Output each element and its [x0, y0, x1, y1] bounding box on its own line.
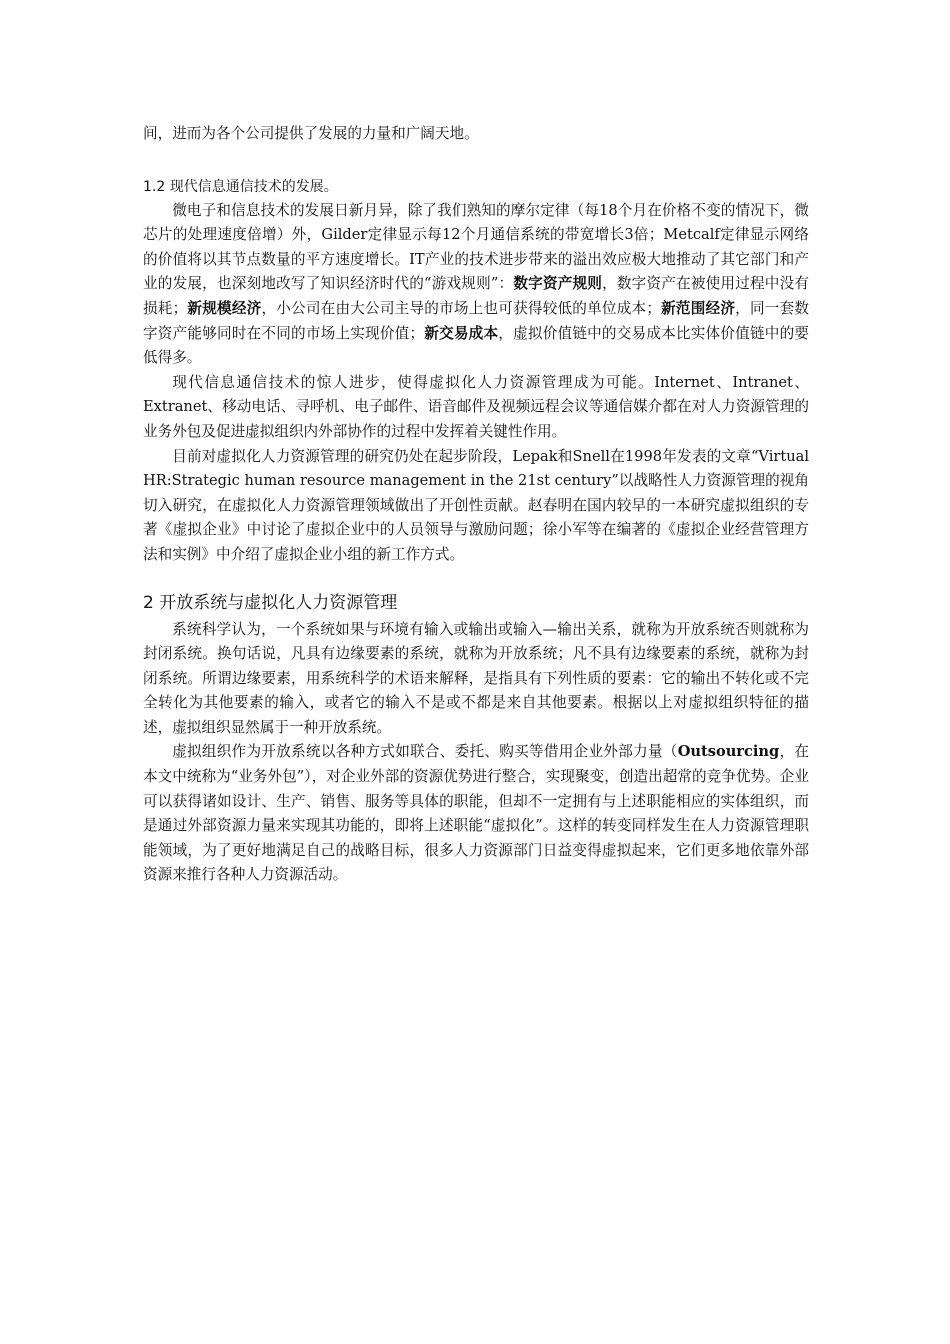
subsection-heading-1-2: 1.2 现代信息通信技术的发展。 [143, 178, 338, 195]
paragraph-text: 微电子和信息技术的发展日新月异，除了我们熟知的摩尔定律（每18个月在价格不变的情况下，微芯片的处理速度倍增）外，Gilder定律显示每12个月通信系统的带宽增长3倍；Metcalf定律显示网络的价值将以其节点数量的平方速度增长。IT产业的技术进步带来的溢出效应极大地推动了其它部门和产业的发展，也深刻地改写了知识经济时代的“游戏规则”： [143, 201, 809, 293]
paragraph-text: ，在本文中统称为“业务外包”），对企业外部的资源优势进行整合，实现聚变，创造出超常的竞争优势。企业可以获得诸如设计、生产、销售、服务等具体的职能，但却不一定拥有与上述职能相应的实体组织，而是通过外部资源力量来实现其功能的，即将上述职能“虚拟化”。这样的转变同样发生在人力资源管理职能领域，为了更好地满足自己的战略目标，很多人力资源部门日益变得虚拟起来，它们更多地依靠外部资源来推行各种人力资源活动。 [143, 743, 809, 884]
paragraph-tech-development [143, 199, 809, 371]
bold-term-outsourcing: Outsourcing [677, 743, 780, 761]
paragraph-continuation: 间，进而为各个公司提供了发展的力量和广阔天地。 [143, 125, 479, 142]
bold-term-new-transaction-cost: 新交易成本 [424, 324, 499, 342]
paragraph-ict-progress: 现代信息通信技术的惊人进步，使得虚拟化人力资源管理成为可能。Internet、Intranet、Extranet、移动电话、寻呼机、电子邮件、语音邮件及视频远程会议等通信媒介都在对人力资源管理的业务外包及促进虚拟组织内外部协作的过程中发挥着关键性作用。 [143, 373, 809, 440]
bold-term-digital-asset-rule: 数字资产规则 [513, 275, 603, 293]
paragraph-text: ，小公司在由大公司主导的市场上也可获得较低的单位成本； [261, 299, 661, 317]
bold-term-new-scale-economy: 新规模经济 [187, 299, 262, 317]
paragraph-research-status: 目前对虚拟化人力资源管理的研究仍处在起步阶段，Lepak和Snell在1998年发表的文章“Virtual HR:Strategic human resource management in the 21st century”以战略性人力资源管理的视角切入研究，在虚拟化人力资源管理领域做出了开创性贡献。赵春明在国内较早的一本研究虚拟组织的专著《虚拟企业》中讨论了虚拟企业中的人员领导与激励问题；徐小军等在编著的《虚拟企业经营管理方法和实例》中介绍了虚拟企业小组的新工作方式。 [143, 447, 809, 563]
paragraph-text: ，数字资产在被使用过程中没有损耗； [143, 275, 809, 317]
bold-term-new-scope-economy: 新范围经济 [660, 299, 736, 317]
paragraph-text: ，同一套数字资产能够同时在不同的市场上实现价值； [143, 299, 809, 342]
paragraph-text: ，虚拟价值链中的交易成本比实体价值链中的要低得多。 [143, 324, 809, 367]
paragraph-open-system: 系统科学认为，一个系统如果与环境有输入或输出或输入—输出关系，就称为开放系统否则就称为封闭系统。换句话说，凡具有边缘要素的系统，就称为开放系统；凡不具有边缘要素的系统，就称为封闭系统。所谓边缘要素，用系统科学的术语来解释，是指具有下列性质的要素：它的输出不转化或不完全转化为其他要素的输入，或者它的输入不是或不都是来自其他要素。根据以上对虚拟组织特征的描述，虚拟组织显然属于一种开放系统。 [143, 620, 809, 736]
section-heading-2: 2 开放系统与虚拟化人力资源管理 [143, 592, 398, 613]
paragraph-virtual-organization [143, 740, 809, 888]
paragraph-text: 虚拟组织作为开放系统以各种方式如联合、委托、购买等借用企业外部力量（ [172, 743, 678, 761]
document-body [143, 122, 809, 888]
